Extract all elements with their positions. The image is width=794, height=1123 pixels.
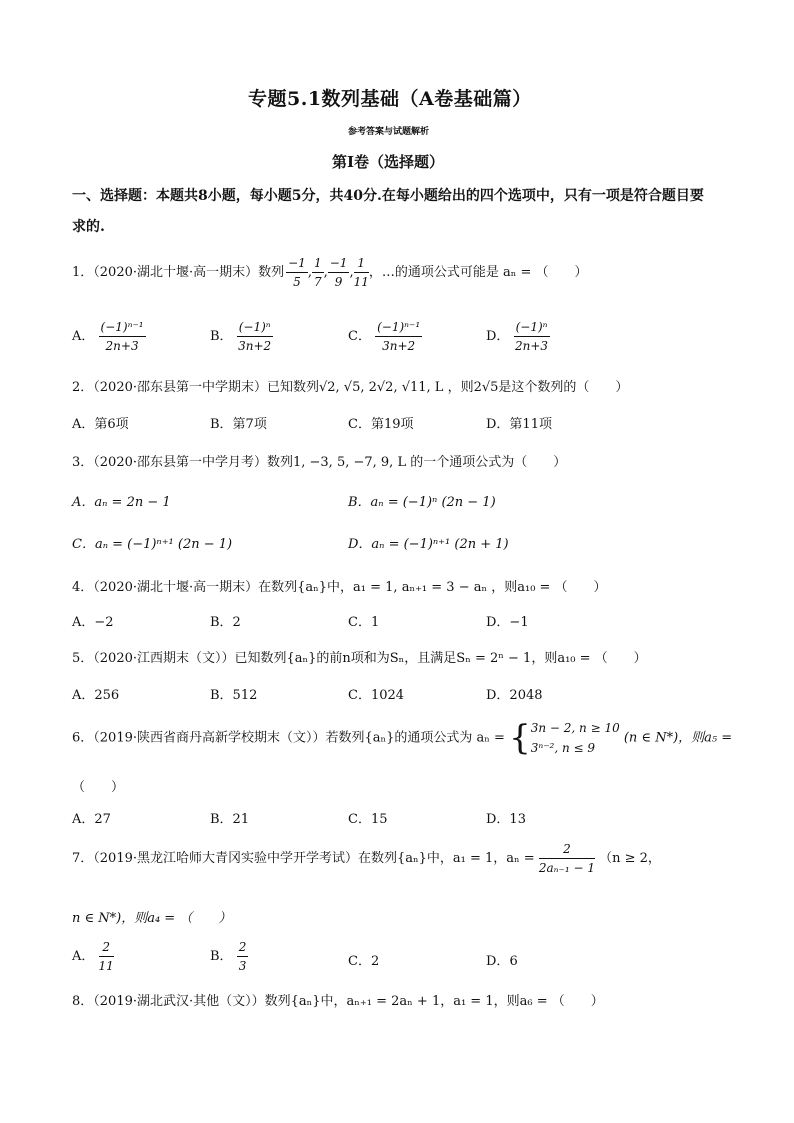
section-heading: 第I卷（选择题）	[332, 153, 445, 171]
instructions-line-2: 求的.	[72, 219, 105, 235]
q6-option-c[interactable]: C．15	[348, 812, 388, 827]
q4-option-a[interactable]: A．−2	[72, 615, 114, 630]
option-label: D．	[486, 329, 510, 344]
question-8-stem: 8．（2019·湖北武汉·其他（文））数列{aₙ}中，aₙ₊₁ = 2aₙ + 1，a₁ = 1，则a₆ = （ ）	[72, 994, 604, 1009]
question-1-suffix: ，…的通项公式可能是 aₙ = （ ）	[368, 265, 588, 280]
option-value: 6	[509, 954, 518, 969]
option-label: B．	[210, 949, 233, 964]
piecewise-cases	[531, 718, 620, 758]
option-value: 2	[370, 954, 380, 969]
left-brace-icon: {	[509, 718, 531, 758]
option-label: B．	[210, 329, 233, 344]
q1-option-b[interactable]	[210, 320, 273, 353]
q1-term-4: $\frac{1}{11}$	[353, 256, 369, 289]
q6-option-d[interactable]: D．13	[486, 812, 526, 827]
question-7-prefix: 7．（2019·黑龙江哈师大青冈实验中学开学考试）在数列{aₙ}中，a₁ = 1，aₙ =	[72, 851, 535, 866]
question-1-stem: 1．（2020·湖北十堰·高一期末）数列 $\frac{-1}{5}$ , $\frac{1}{7}$ , $\frac{-1}{9}$ , $\frac{1}{11}$ ，…的通项公式可能是 aₙ = （ ）	[72, 256, 588, 289]
q6-option-a[interactable]: A．27	[72, 812, 111, 827]
q4-option-b[interactable]: B．2	[210, 615, 241, 630]
q7-option-c[interactable]	[348, 950, 379, 969]
page-title: 专题5.1数列基础（A卷基础篇）	[248, 88, 532, 110]
option-fraction: $\frac{\text{(−1)ⁿ}}{3n+2}$	[238, 320, 272, 353]
instructions-line-1: 一、选择题：本题共8小题，每小题5分，共40分.在每小题给出的四个选项中，只有一项是符合题目要	[72, 188, 704, 204]
option-label: C．	[348, 954, 371, 969]
option-fraction: $\frac{\text{(−1)ⁿ}}{2n+3}$	[515, 320, 549, 353]
q6-option-b[interactable]: B．21	[210, 812, 250, 827]
question-7-stem	[72, 842, 661, 875]
case-2: 3ⁿ⁻², n ≤ 9	[530, 741, 596, 755]
question-7-line-2: n ∈ N*)，则a₄ = （ ）	[72, 911, 232, 926]
q4-option-c[interactable]: C．1	[348, 615, 380, 630]
q2-option-c[interactable]: C．第19项	[348, 417, 414, 432]
q7-option-b[interactable]	[210, 940, 248, 973]
q7-option-d[interactable]	[486, 950, 518, 969]
q5-option-a[interactable]: A．256	[72, 688, 120, 703]
question-7-suffix: （n ≥ 2，	[599, 851, 661, 866]
q5-option-c[interactable]: C．1024	[348, 688, 405, 703]
q3-option-d[interactable]: D．aₙ = (−1)ⁿ⁺¹ (2n + 1)	[348, 537, 509, 552]
option-label: C．	[348, 329, 371, 344]
q1-term-1: $\frac{-1}{5}$	[288, 256, 306, 289]
q2-option-d[interactable]: D．第11项	[486, 417, 552, 432]
q1-option-a[interactable]	[72, 320, 146, 353]
question-3-stem: 3．（2020·邵东县第一中学月考）数列1, −3, 5, −7, 9, L 的一个通项公式为（ ）	[72, 455, 567, 470]
q2-option-a[interactable]: A．第6项	[72, 417, 129, 432]
q1-term-2: $\frac{1}{7}$	[313, 256, 322, 289]
q1-option-c[interactable]	[348, 320, 422, 353]
option-fraction: $\frac{\text{(−1)ⁿ⁻¹}}{3n+2}$	[377, 320, 421, 353]
question-6-suffix: (n ∈ N*)，则a₅ =	[623, 730, 733, 746]
option-fraction: $\frac{2}{11}$	[98, 940, 114, 973]
question-6-prefix: 6．（2019·陕西省商丹高新学校期末（文））若数列{aₙ}的通项公式为 aₙ =	[72, 730, 505, 746]
option-fraction: $\frac{\text{(−1)ⁿ⁻¹}}{2n+3}$	[100, 320, 144, 353]
q3-option-b[interactable]: B．aₙ = (−1)ⁿ (2n − 1)	[348, 495, 496, 510]
case-1: 3n − 2, n ≥ 10	[530, 721, 620, 735]
option-label: A．	[72, 949, 95, 964]
question-4-stem: 4．（2020·湖北十堰·高一期末）在数列{aₙ}中，a₁ = 1, aₙ₊₁ = 3 − aₙ ，则a₁₀ = （ ）	[72, 580, 607, 595]
question-6-blank: （ ）	[72, 780, 125, 795]
q1-term-3: $\frac{-1}{9}$	[329, 256, 348, 289]
q3-option-a[interactable]: A．aₙ = 2n − 1	[72, 495, 171, 510]
q5-option-d[interactable]: D．2048	[486, 688, 543, 703]
q3-option-c[interactable]: C．aₙ = (−1)ⁿ⁺¹ (2n − 1)	[72, 537, 233, 552]
q4-option-d[interactable]: D．−1	[486, 615, 529, 630]
option-label: D．	[486, 954, 510, 969]
option-label: A．	[72, 329, 95, 344]
question-1-prefix: 1．（2020·湖北十堰·高一期末）数列	[72, 265, 285, 280]
q2-option-b[interactable]: B．第7项	[210, 417, 267, 432]
page-subtitle: 参考答案与试题解析	[348, 127, 430, 137]
q7-recurrence-fraction: $\frac{2}{\text{2aₙ₋₁ − 1}}$	[538, 842, 595, 875]
q1-option-d[interactable]	[486, 320, 550, 353]
q5-option-b[interactable]: B．512	[210, 688, 258, 703]
q7-option-a[interactable]	[72, 940, 114, 973]
question-6-stem	[72, 718, 732, 758]
question-5-stem: 5．（2020·江西期末（文））已知数列{aₙ}的前n项和为Sₙ，且满足Sₙ = 2ⁿ − 1，则a₁₀ = （ ）	[72, 651, 647, 666]
option-fraction: $\frac{2}{3}$	[238, 940, 247, 973]
question-2-stem: 2．（2020·邵东县第一中学期末）已知数列√2, √5, 2√2, √11, L ，则2√5是这个数列的（ ）	[72, 380, 629, 395]
